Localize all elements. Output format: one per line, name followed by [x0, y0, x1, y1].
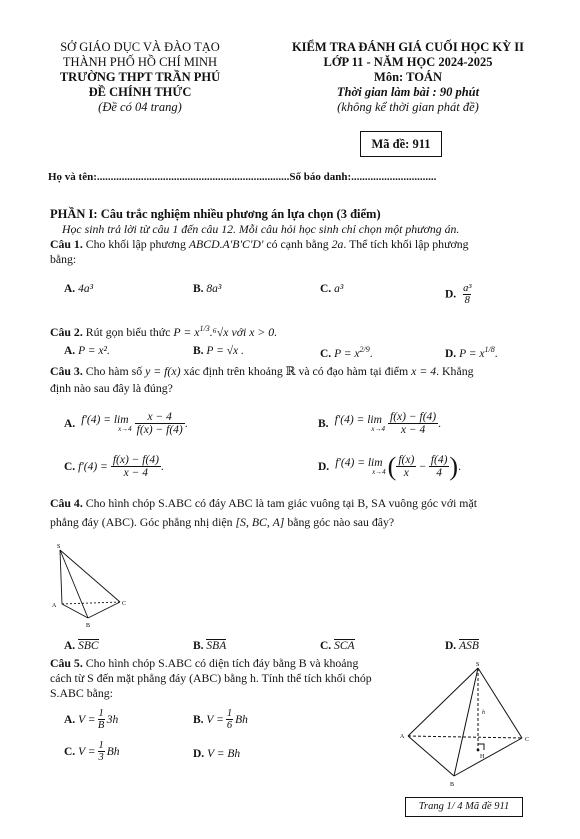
q5-line-1: Cho hình chóp S.ABC có diện tích đáy bằng B và khoảng — [85, 656, 359, 670]
q4-text-c: bằng góc nào sau đây? — [287, 515, 395, 529]
q5-c-rest: Bh — [106, 745, 120, 758]
q5-b-rest: Bh — [235, 713, 248, 726]
q3-a-num: x − 4 — [135, 411, 185, 424]
q4-label-c: C — [122, 601, 127, 607]
q5-b-label: B. — [193, 713, 204, 726]
q3-c-lhs: f′(4) = — [78, 460, 108, 473]
q5-label-height: h — [482, 710, 485, 716]
q4-pyramid-figure — [48, 540, 138, 640]
q2-text-b: với x > 0. — [231, 324, 278, 339]
q5-line-2: cách từ S đến mặt phẳng đáy (ABC) bằng h. Tính thể tích khối chóp — [50, 671, 372, 685]
q1-option-c[interactable] — [320, 283, 343, 295]
q3-b-label: B. — [318, 417, 329, 430]
q3-label: Câu 3. — [50, 364, 83, 378]
question-3 — [50, 364, 550, 379]
q2-d-exp: 1/8 — [484, 345, 495, 354]
q5-a-fraction — [98, 708, 105, 731]
department-name: SỞ GIÁO DỤC VÀ ĐÀO TẠO — [60, 40, 220, 54]
q3-option-c[interactable]: C. f′(4) = $\frac{f(x) - f(4)}{x - 4}$ . — [64, 454, 164, 479]
q1-label: Câu 1. — [50, 237, 83, 251]
q5-a-num: 1 — [98, 708, 104, 719]
q3-a-label: A. — [64, 417, 76, 430]
q3-a-sub: x→4 — [118, 425, 132, 433]
q1-c-label: C. — [320, 283, 332, 295]
q3-option-d[interactable]: D. f′(4) = lim x→4 ( f(x) x − $\frac{f(4)}{4}$ ) . — [318, 451, 461, 481]
q1-text-c: . Thể tích khối lập phương — [343, 237, 469, 251]
q5-label-s: S — [476, 662, 480, 668]
q2-c-base: P = x — [334, 347, 360, 360]
q3-point: x = 4 — [411, 364, 437, 378]
q5-pyramid-figure — [398, 658, 533, 790]
question-4 — [50, 496, 550, 511]
q2-a-label: A. — [64, 345, 76, 357]
q4-d-value: ASB — [459, 640, 479, 652]
grade-year: LỚP 11 - NĂM HỌC 2024-2025 — [323, 55, 493, 69]
q3-text-c: . Khẳng — [436, 364, 474, 378]
q3-d-frac2 — [429, 454, 450, 479]
q4-option-d[interactable] — [445, 640, 479, 652]
q3-a-den: f(x) − f(4) — [136, 424, 183, 436]
q1-d-fraction — [463, 283, 471, 307]
q3-func: y = f(x) — [145, 364, 181, 378]
q2-b-label: B. — [193, 345, 204, 357]
q2-b-value: P = √x . — [206, 345, 244, 357]
q5-d-label: D. — [193, 748, 205, 760]
q3-a-fraction — [135, 411, 185, 436]
q5-b-den: 6 — [226, 720, 233, 731]
q1-a-value: 4a³ — [78, 283, 94, 295]
q4-label-a: A — [52, 603, 57, 609]
duration: Thời gian làm bài : 90 phút — [336, 85, 480, 99]
q5-line-3: S.ABC bằng: — [50, 686, 113, 700]
q3-c-fraction — [111, 454, 161, 479]
q3-b-num: f(x) − f(4) — [390, 411, 437, 423]
q3-text-d: định nào sau đây là đúng? — [50, 381, 173, 395]
question-2 — [50, 321, 277, 340]
q4-text-b: phẳng đáy (ABC). Góc phẳng nhị diện — [50, 515, 233, 529]
q2-label: Câu 2. — [50, 324, 83, 339]
q3-d-label: D. — [318, 460, 330, 473]
q1-text: Cho khối lập phương — [85, 237, 186, 251]
q5-c-label: C. — [64, 745, 76, 758]
q4-c-value: SCA — [334, 640, 355, 652]
part1-title: PHẦN I: Câu trắc nghiệm nhiều phương án lựa chọn (3 điểm) — [50, 207, 381, 221]
q4-dihedral: [S, BC, A] — [235, 515, 285, 529]
q5-b-lhs: V = — [206, 713, 224, 726]
q1-edge: 2a — [331, 237, 344, 251]
q4-b-value: SBA — [206, 640, 227, 652]
q1-text-b: có cạnh bằng — [266, 237, 329, 251]
q5-option-c[interactable] — [64, 740, 120, 763]
q3-d-n1: f(x) — [398, 454, 415, 466]
q5-option-d[interactable] — [193, 748, 240, 760]
q4-a-value: SBC — [78, 640, 99, 652]
q3-d-sub: x→4 — [372, 468, 386, 476]
q5-option-b[interactable] — [193, 708, 248, 731]
q2-d-base: P = x — [459, 347, 485, 360]
q1-b-value: 8a³ — [206, 283, 222, 295]
q4-label-b: B — [86, 623, 91, 629]
q3-d-rparen: ) — [449, 451, 459, 481]
q2-expr-base: P = x — [173, 324, 200, 339]
q4-line-2 — [50, 515, 550, 530]
part1-instruction: Học sinh trả lời từ câu 1 đến câu 12. Mỗi câu hỏi học sinh chỉ chọn một phương án. — [62, 222, 460, 236]
q3-d-d1: x — [403, 467, 409, 479]
q1-d-num: a³ — [463, 283, 472, 294]
header-left — [40, 40, 240, 115]
q4-option-b[interactable] — [193, 640, 226, 652]
q5-label-a: A — [400, 734, 405, 740]
question-5 — [50, 656, 400, 701]
q3-b-sub: x→4 — [371, 425, 386, 433]
exam-title: KIỂM TRA ĐÁNH GIÁ CUỐI HỌC KỲ II — [291, 40, 525, 54]
q3-d-minus: − — [419, 460, 426, 473]
q1-a-label: A. — [64, 283, 76, 295]
q2-expr-exp: 1/3 — [199, 324, 210, 333]
q4-text-a: Cho hình chóp S.ABC có đáy ABC là tam giác vuông tại B, SA vuông góc với mặt — [85, 496, 477, 510]
q3-d-frac1 — [396, 454, 416, 479]
q1-option-d[interactable] — [445, 283, 471, 307]
q5-d-value: V = Bh — [207, 748, 241, 760]
q5-a-lhs: V = — [78, 713, 96, 726]
q3-a-lim — [78, 414, 132, 433]
q2-d-label: D. — [445, 347, 457, 360]
q5-b-num: 1 — [226, 708, 233, 719]
q5-b-fraction — [226, 708, 233, 731]
q1-option-b[interactable] — [193, 283, 221, 295]
page-footer: Trang 1/ 4 Mã đề 911 — [405, 797, 523, 817]
q3-c-label: C. — [64, 460, 76, 473]
q1-text-d: bằng: — [50, 252, 77, 266]
q3-d-lparen: ( — [387, 451, 397, 481]
q5-c-lhs: V = — [78, 745, 96, 758]
q3-b-lhs: f′(4) = lim — [334, 414, 382, 426]
q2-option-c[interactable]: C. $P = x^{2/9}$. — [320, 345, 373, 360]
q5-c-fraction — [98, 740, 105, 763]
q1-c-value: a³ — [334, 283, 344, 295]
q4-b-label: B. — [193, 640, 204, 652]
q2-option-b[interactable] — [193, 345, 244, 357]
q3-d-lim — [332, 457, 386, 476]
q2-c-label: C. — [320, 347, 332, 360]
q3-b-den: x − 4 — [400, 424, 426, 436]
q1-d-den: 8 — [464, 295, 470, 306]
q3-d-d2: 4 — [436, 467, 442, 479]
q3-c-den: x − 4 — [123, 467, 149, 479]
q4-option-c[interactable] — [320, 640, 355, 652]
q3-text-b: xác định trên khoảng ℝ và có đạo hàm tại điểm — [183, 364, 409, 378]
duration-note: (không kể thời gian phát đề) — [337, 100, 479, 114]
q5-label-b: B — [450, 782, 455, 788]
student-info-row — [48, 171, 548, 183]
q1-b-label: B. — [193, 283, 204, 295]
q5-foot-point — [477, 749, 480, 752]
page-count-note: (Đề có 04 trang) — [98, 100, 182, 114]
exam-code-box: Mã đề: 911 — [360, 131, 442, 157]
q2-expr-rest: .⁶√x — [209, 324, 229, 339]
q3-b-fraction — [388, 411, 438, 436]
q2-c-exp: 2/9 — [359, 345, 370, 354]
id-label: Số báo danh: — [289, 171, 352, 183]
q4-a-label: A. — [64, 640, 76, 652]
school-name: TRƯỜNG THPT TRẦN PHÚ — [59, 70, 221, 84]
q5-label-c: C — [525, 737, 530, 743]
q2-a-value: P = x². — [78, 345, 110, 357]
q3-b-lim — [331, 414, 385, 433]
q4-d-label: D. — [445, 640, 457, 652]
q5-label: Câu 5. — [50, 656, 83, 670]
subject: Môn: TOÁN — [374, 70, 442, 84]
q1-cube: ABCD.A'B'C'D' — [188, 237, 264, 251]
q3-option-a[interactable]: A. f′(4) = lim x→4 $\frac{x - 4}{f(x) - f(4)}$ . — [64, 411, 188, 436]
q4-label-s: S — [57, 544, 61, 550]
q1-option-a[interactable] — [64, 283, 93, 295]
q3-c-num: f(x) − f(4) — [112, 454, 159, 466]
q3-option-b[interactable]: B. f′(4) = lim x→4 $\frac{f(x) - f(4)}{x - 4}$ . — [318, 411, 441, 436]
official-label: ĐỀ CHÍNH THỨC — [88, 85, 192, 99]
id-dots: ............................... — [351, 171, 437, 183]
q2-text: Rút gọn biểu thức — [85, 324, 171, 339]
q4-option-a[interactable] — [64, 640, 99, 652]
q4-label: Câu 4. — [50, 496, 83, 510]
q5-c-num: 1 — [98, 740, 104, 751]
q3-d-lhs: f′(4) = lim — [335, 457, 383, 469]
q5-a-den: B — [97, 720, 105, 731]
q3-a-lhs: f′(4) = lim — [81, 414, 129, 426]
header-right — [258, 40, 558, 115]
name-label: Họ và tên: — [48, 171, 97, 183]
q2-option-d[interactable]: D. $P = x^{1/8}$. — [445, 345, 498, 360]
q4-c-label: C. — [320, 640, 332, 652]
city-name: THÀNH PHỐ HỒ CHÍ MINH — [62, 55, 218, 69]
q5-a-label: A. — [64, 713, 76, 726]
q5-a-rest: 3h — [106, 713, 119, 726]
q5-c-den: 3 — [98, 752, 104, 763]
q3-d-n2: f(4) — [430, 454, 448, 466]
q5-option-a[interactable] — [64, 708, 118, 731]
question-1 — [50, 237, 540, 252]
q3-text: Cho hàm số — [85, 364, 143, 378]
q5-label-foot: H — [480, 754, 485, 760]
name-dots: ...................................................................... — [96, 171, 290, 183]
q2-option-a[interactable] — [64, 345, 110, 357]
q1-d-label: D. — [445, 288, 457, 301]
